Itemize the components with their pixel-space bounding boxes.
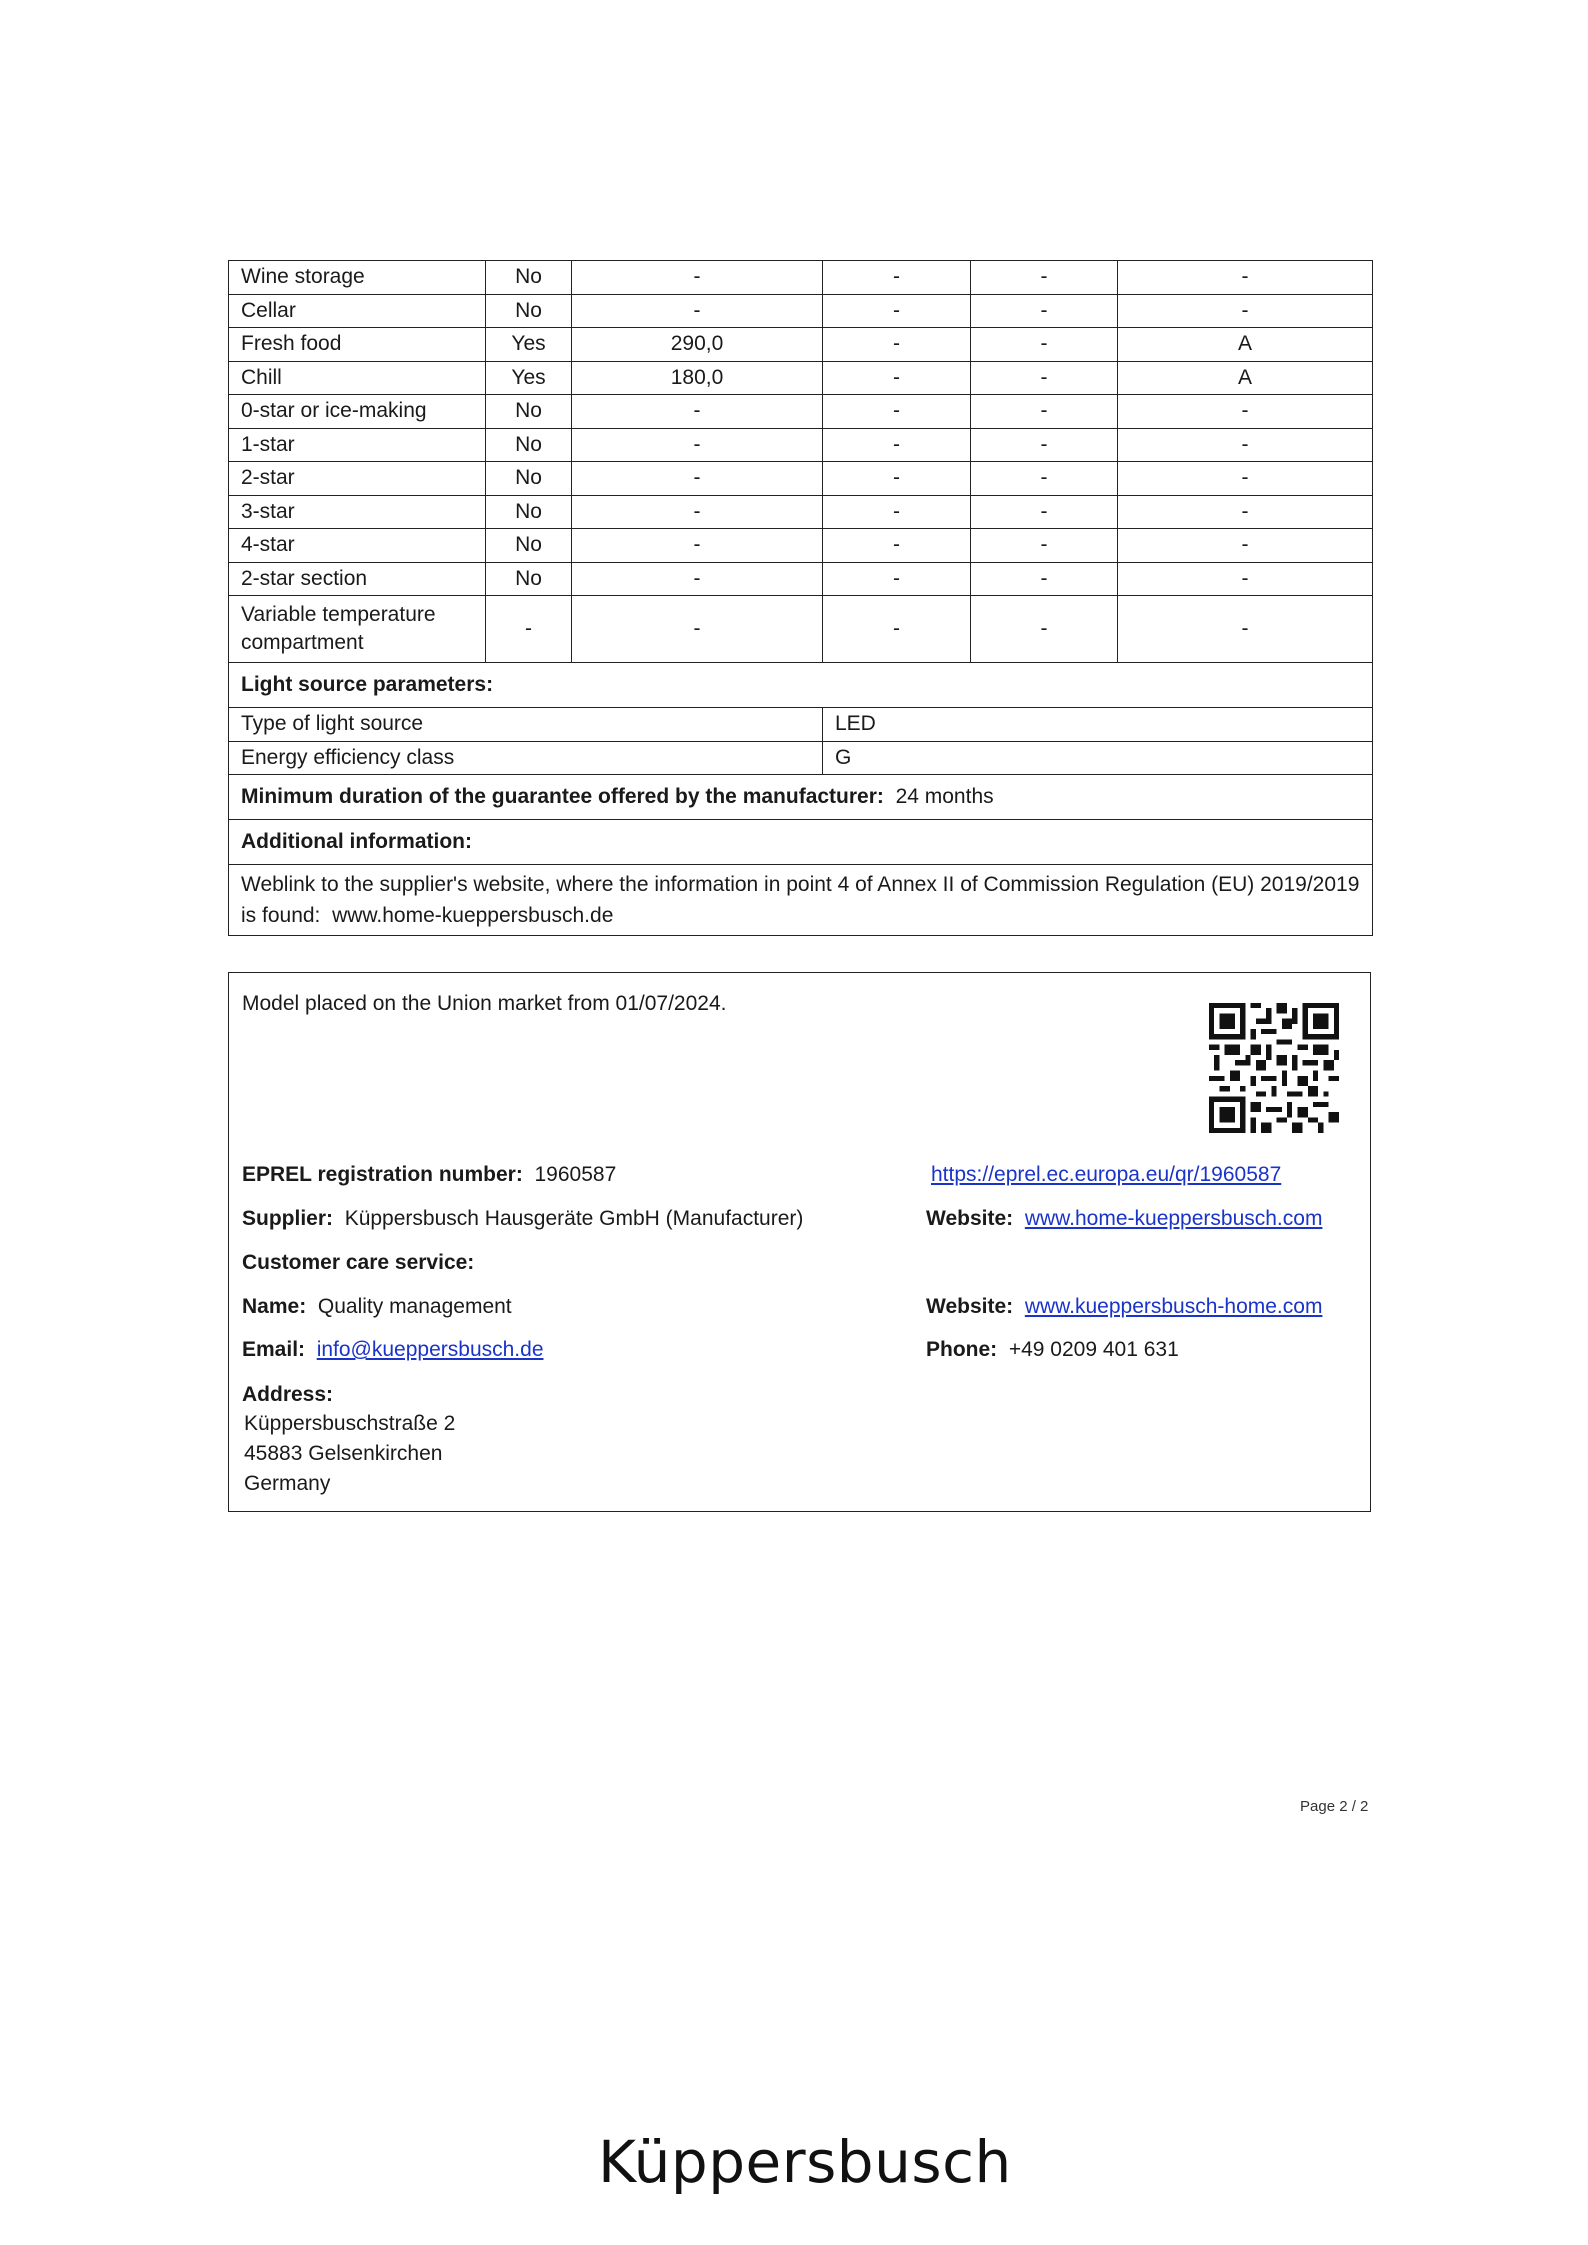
compartment-col3: - — [823, 529, 971, 563]
name-value: Quality management — [317, 1295, 512, 1318]
compartment-col4: - — [971, 395, 1118, 429]
weblink-url[interactable]: www.home-kueppersbusch.de — [332, 904, 614, 927]
compartment-volume: - — [572, 462, 823, 496]
compartment-col3: - — [823, 294, 971, 328]
compartment-col4: - — [971, 529, 1118, 563]
compartment-col3: - — [823, 328, 971, 362]
table-row — [229, 462, 1373, 496]
supplier-value: Küppersbusch Hausgeräte GmbH (Manufacturer) — [344, 1207, 804, 1230]
website-label: Website: — [926, 1295, 1014, 1318]
table-row — [229, 562, 1373, 596]
compartment-col5: - — [1118, 529, 1373, 563]
compartment-name: 2-star section — [229, 562, 486, 596]
table-row — [229, 428, 1373, 462]
compartment-col5: - — [1118, 294, 1373, 328]
table-row — [229, 395, 1373, 429]
light-type-label: Type of light source — [229, 708, 823, 742]
compartment-col5: A — [1118, 328, 1373, 362]
email-link[interactable]: info@kueppersbusch.de — [316, 1338, 544, 1361]
website-line-2 — [926, 1295, 1322, 1319]
table-row — [229, 495, 1373, 529]
phone-line — [926, 1338, 1179, 1362]
qr-code-icon[interactable] — [1209, 1003, 1339, 1133]
compartment-present: Yes — [486, 361, 572, 395]
supplier-line — [242, 1207, 803, 1231]
compartment-table — [228, 260, 1373, 936]
table-row — [229, 529, 1373, 563]
compartment-col4: - — [971, 294, 1118, 328]
light-section-heading: Light source parameters: — [229, 663, 1373, 708]
compartment-present: - — [486, 596, 572, 663]
light-type-row — [229, 708, 1373, 742]
compartment-present: No — [486, 428, 572, 462]
compartment-volume: - — [572, 428, 823, 462]
compartment-col4: - — [971, 495, 1118, 529]
address-line-1: Küppersbuschstraße 2 — [244, 1412, 456, 1435]
website-link-1[interactable]: www.home-kueppersbusch.com — [1024, 1207, 1323, 1230]
compartment-col5: - — [1118, 495, 1373, 529]
additional-heading-row — [229, 820, 1373, 865]
compartment-col3: - — [823, 596, 971, 663]
compartment-volume: - — [572, 261, 823, 295]
name-label: Name: — [242, 1295, 307, 1318]
light-class-value: G — [823, 741, 1373, 775]
compartment-name: 0-star or ice-making — [229, 395, 486, 429]
market-date-text: Model placed on the Union market from 01/07/2024. — [242, 992, 727, 1015]
compartment-name: 3-star — [229, 495, 486, 529]
additional-heading: Additional information: — [229, 820, 1373, 865]
compartment-col4: - — [971, 261, 1118, 295]
guarantee-label: Minimum duration of the guarantee offered by the manufacturer: — [241, 785, 884, 808]
compartment-present: No — [486, 462, 572, 496]
compartment-col5: - — [1118, 562, 1373, 596]
compartment-present: No — [486, 261, 572, 295]
compartment-col3: - — [823, 562, 971, 596]
compartment-present: No — [486, 294, 572, 328]
compartment-name: Variable temperature compartment — [229, 596, 486, 663]
compartment-col5: - — [1118, 395, 1373, 429]
light-section-heading-row — [229, 663, 1373, 708]
table-row — [229, 361, 1373, 395]
name-line — [242, 1295, 512, 1319]
guarantee-value: 24 months — [895, 785, 994, 808]
compartment-col3: - — [823, 495, 971, 529]
compartment-col5: - — [1118, 596, 1373, 663]
compartment-col5: - — [1118, 428, 1373, 462]
compartment-volume: - — [572, 294, 823, 328]
email-label: Email: — [242, 1338, 306, 1361]
address-line-3: Germany — [244, 1472, 331, 1495]
table-row — [229, 328, 1373, 362]
table-row — [229, 261, 1373, 295]
compartment-col3: - — [823, 361, 971, 395]
compartment-present: No — [486, 395, 572, 429]
compartment-volume: 180,0 — [572, 361, 823, 395]
compartment-volume: - — [572, 495, 823, 529]
guarantee-row — [229, 775, 1373, 820]
compartment-col3: - — [823, 428, 971, 462]
supplier-info-box — [228, 972, 1371, 1512]
compartment-col4: - — [971, 328, 1118, 362]
compartment-sheet — [228, 260, 1372, 936]
light-class-row — [229, 741, 1373, 775]
compartment-present: No — [486, 562, 572, 596]
compartment-col5: A — [1118, 361, 1373, 395]
compartment-volume: - — [572, 529, 823, 563]
compartment-col4: - — [971, 596, 1118, 663]
compartment-name: 1-star — [229, 428, 486, 462]
weblink-row — [229, 865, 1373, 936]
compartment-col5: - — [1118, 462, 1373, 496]
eprel-label: EPREL registration number: — [242, 1163, 523, 1186]
compartment-volume: - — [572, 562, 823, 596]
compartment-present: No — [486, 529, 572, 563]
supplier-label: Supplier: — [242, 1207, 334, 1230]
compartment-present: Yes — [486, 328, 572, 362]
compartment-col5: - — [1118, 261, 1373, 295]
compartment-col4: - — [971, 361, 1118, 395]
compartment-volume: 290,0 — [572, 328, 823, 362]
compartment-volume: - — [572, 596, 823, 663]
compartment-col3: - — [823, 462, 971, 496]
compartment-present: No — [486, 495, 572, 529]
table-row — [229, 596, 1373, 663]
compartment-col4: - — [971, 562, 1118, 596]
address-label: Address: — [242, 1383, 334, 1406]
compartment-col3: - — [823, 261, 971, 295]
website-label: Website: — [926, 1207, 1014, 1230]
table-row — [229, 294, 1373, 328]
light-type-value: LED — [823, 708, 1373, 742]
compartment-volume: - — [572, 395, 823, 429]
compartment-col4: - — [971, 428, 1118, 462]
customer-care-heading: Customer care service: — [242, 1251, 475, 1274]
compartment-name: 2-star — [229, 462, 486, 496]
weblink-text: Weblink to the supplier's website, where the information in point 4 of Annex II of Commission Regulation (EU) 2019/2019 is found: — [241, 873, 1360, 927]
brand-logo: Küppersbusch — [598, 2128, 1012, 2196]
website-line-1 — [926, 1207, 1322, 1231]
email-line — [242, 1338, 544, 1362]
compartment-name: Cellar — [229, 294, 486, 328]
address-line-2: 45883 Gelsenkirchen — [244, 1442, 443, 1465]
compartment-col4: - — [971, 462, 1118, 496]
compartment-name: Wine storage — [229, 261, 486, 295]
eprel-link[interactable]: https://eprel.ec.europa.eu/qr/1960587 — [931, 1163, 1282, 1186]
guarantee-cell — [229, 775, 1373, 820]
page-number: Page 2 / 2 — [1300, 1798, 1369, 1815]
light-class-label: Energy efficiency class — [229, 741, 823, 775]
compartment-name: Chill — [229, 361, 486, 395]
website-link-2[interactable]: www.kueppersbusch-home.com — [1024, 1295, 1323, 1318]
phone-label: Phone: — [926, 1338, 998, 1361]
phone-value: +49 0209 401 631 — [1008, 1338, 1179, 1361]
compartment-col3: - — [823, 395, 971, 429]
eprel-value: 1960587 — [534, 1163, 617, 1186]
compartment-name: 4-star — [229, 529, 486, 563]
eprel-line — [242, 1163, 616, 1187]
compartment-name: Fresh food — [229, 328, 486, 362]
weblink-cell — [229, 865, 1373, 936]
